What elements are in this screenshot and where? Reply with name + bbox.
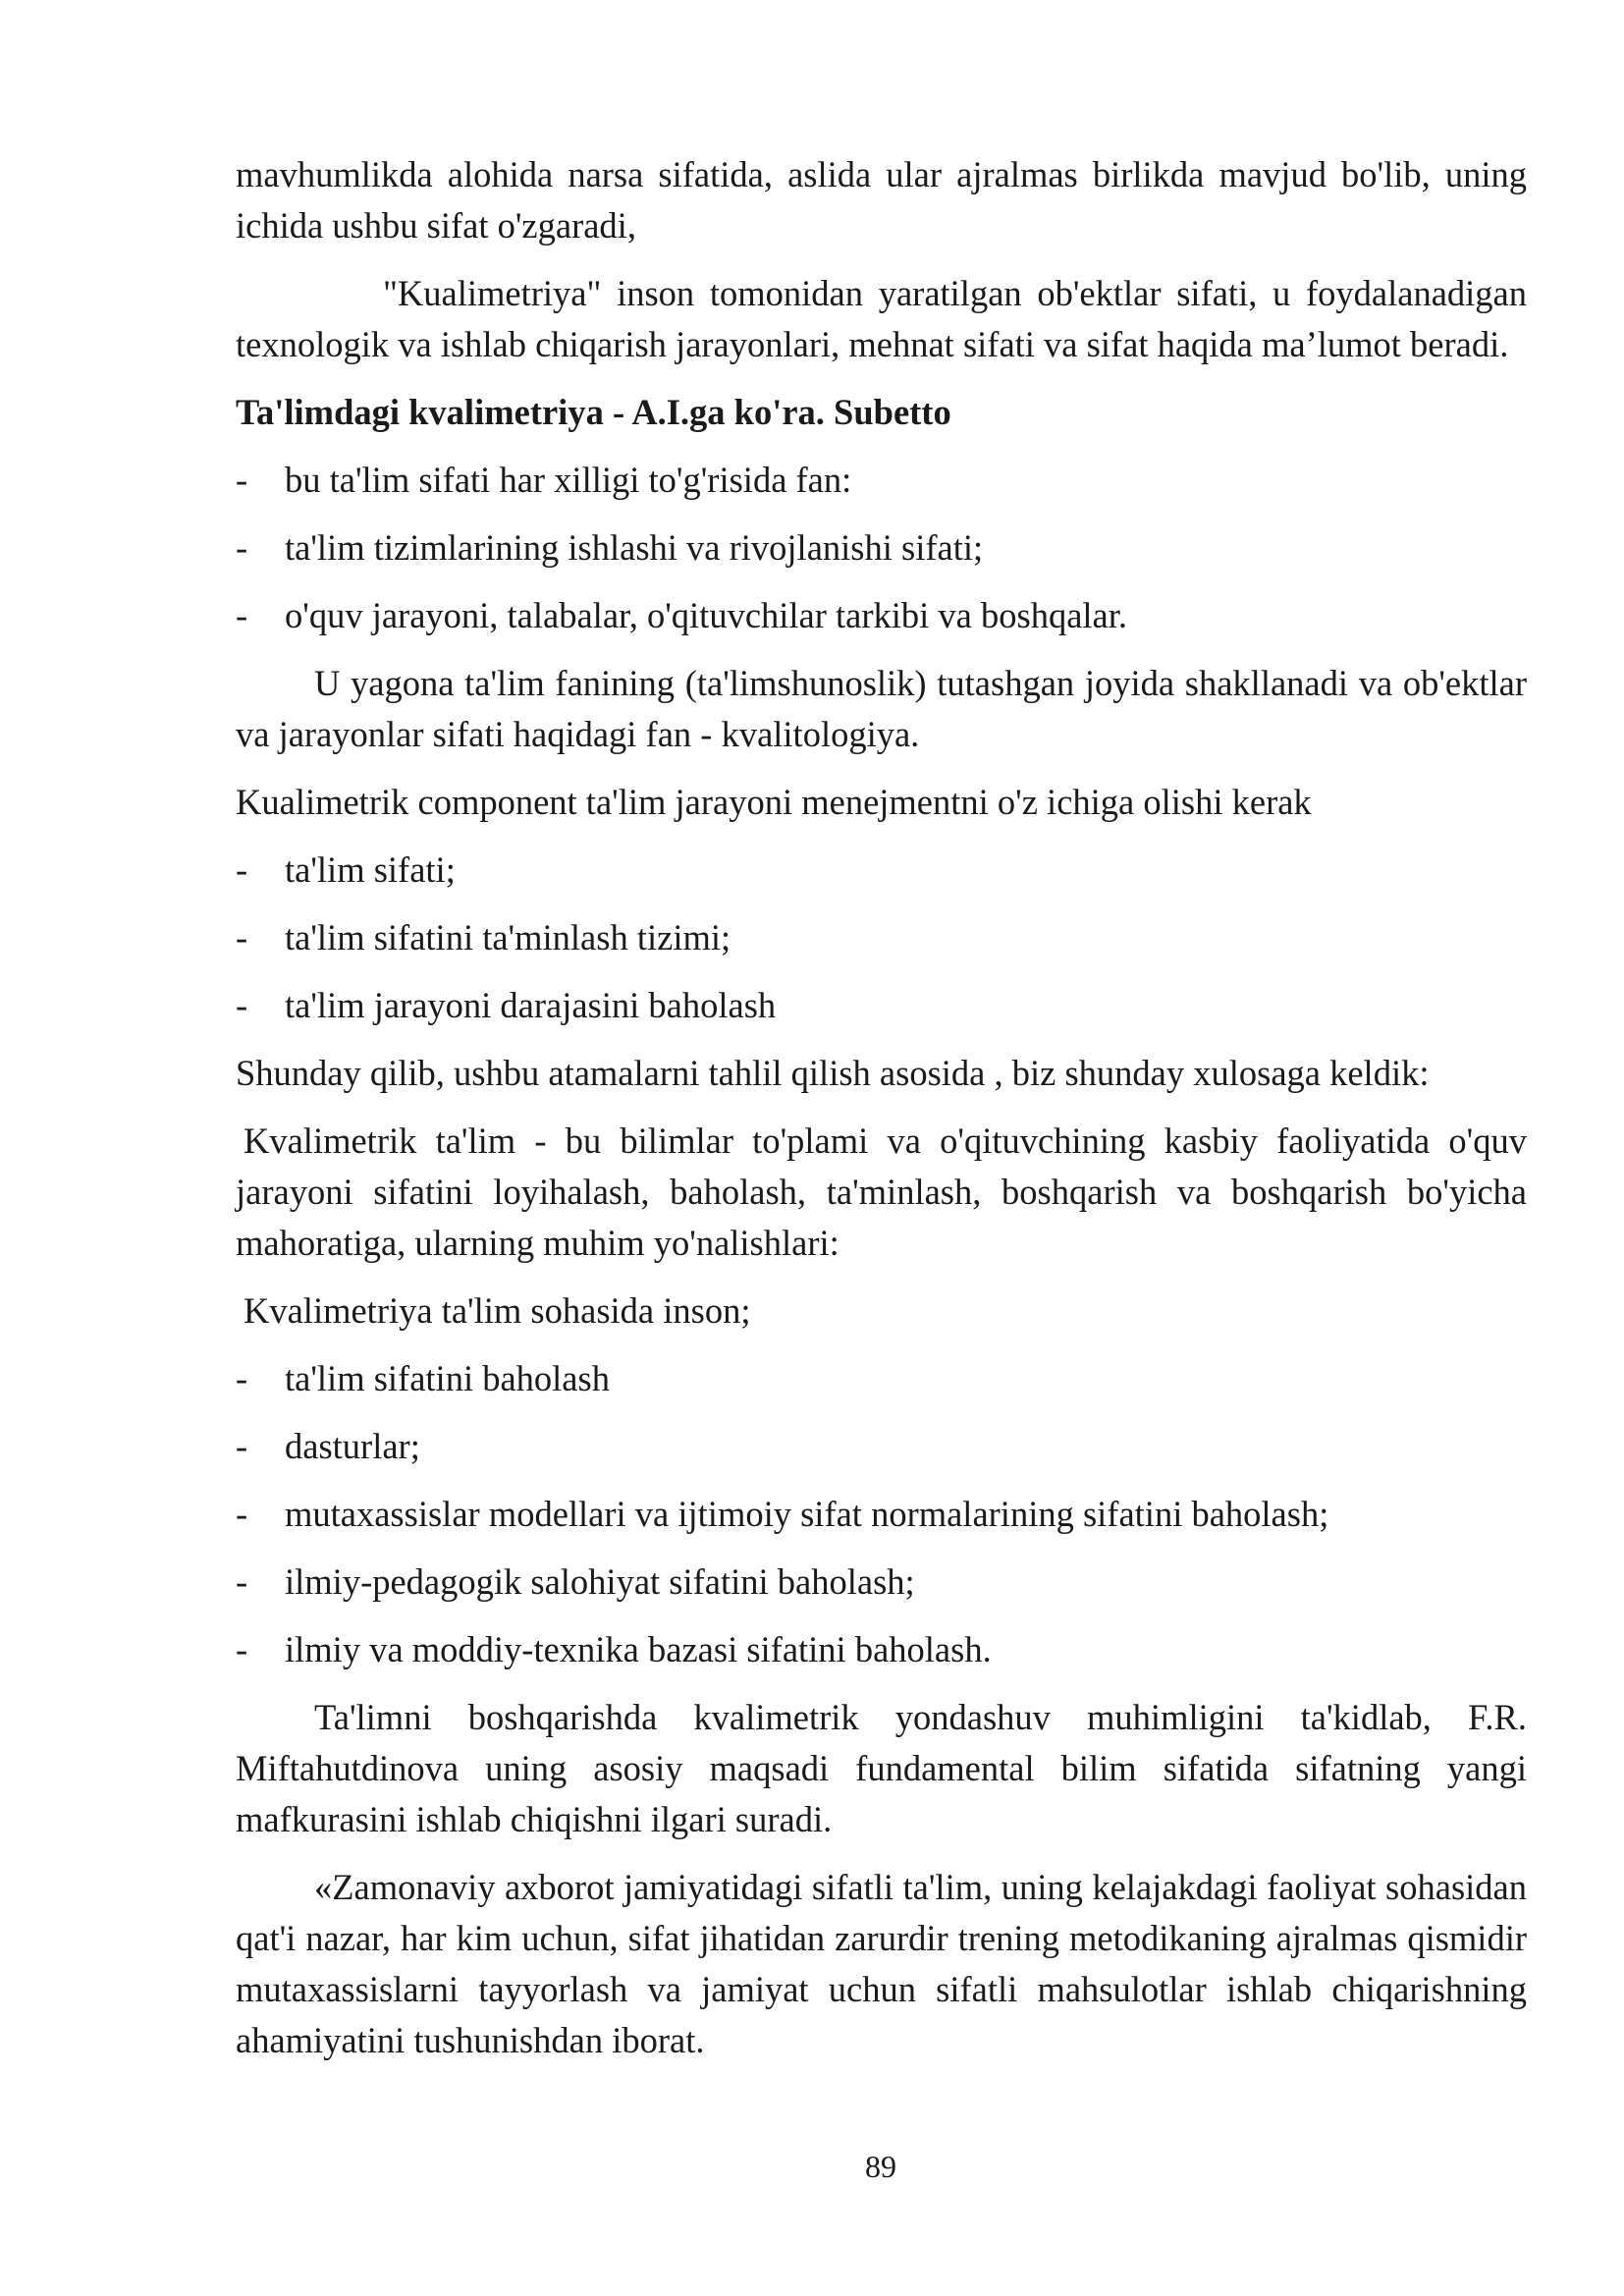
list-dash: - xyxy=(236,1358,248,1398)
paragraph-continuation: mavhumlikda alohida narsa sifatida, aslida ular ajralmas birlikda mavjud bo'lib, uning ichida ushbu sifat o'zgaradi, xyxy=(236,154,1527,246)
list-component xyxy=(236,845,1527,1031)
list-item: - dasturlar; xyxy=(236,1421,1527,1472)
list-dash: - xyxy=(236,527,248,568)
list-dash: - xyxy=(236,985,248,1025)
list-item: - ta'lim sifatini ta'minlash tizimi; xyxy=(236,912,1527,963)
paragraph-kvalitologiya: U yagona ta'lim fanining (ta'limshunoslik) tutashgan joyida shakllanadi va ob'ektlar va jarayonlar sifati haqidagi fan - kvalitologiya. xyxy=(236,663,1527,754)
page-number: 89 xyxy=(865,2149,896,2184)
list-dash: - xyxy=(236,1629,248,1669)
list-dash: - xyxy=(236,460,248,500)
paragraph-quote: «Zamonaviy axborot jamiyatidagi sifatli ta'lim, uning kelajakdagi faoliyat sohasidan qat'i nazar, har kim uchun, sifat jihatidan zarurdir trening metodikaning ajralmas qismidir mutaxassislarni tayyorlash va jamiyat uchun sifatli mahsulotlar ishlab chiqarishning ahamiyatini tushunishdan iborat. xyxy=(236,1867,1527,2060)
list-dash: - xyxy=(236,1426,248,1466)
document-page xyxy=(236,149,1527,2083)
list-dash: - xyxy=(236,917,248,957)
paragraph-conclusion: Shunday qilib, ushbu atamalarni tahlil qilish asosida , biz shunday xulosaga keldik: xyxy=(236,1053,1430,1093)
list-item: - ilmiy va moddiy-texnika bazasi sifatini baholash. xyxy=(236,1624,1527,1675)
paragraph-kvalimetriya: Kvalimetriya ta'lim sohasida inson; xyxy=(244,1290,751,1331)
list-item: - ta'lim tizimlarining ishlashi va rivojlanishi sifati; xyxy=(236,522,1527,574)
paragraph-kualimetriya: "Kualimetriya" inson tomonidan yaratilgan ob'ektlar sifati, u foydalanadigan texnologik va ishlab chiqarish jarayonlari, mehnat sifati va sifat haqida ma’lumot beradi. xyxy=(236,273,1527,364)
list-dash: - xyxy=(236,595,248,635)
paragraph-definition: Kvalimetrik ta'lim - bu bilimlar to'plami va o'qituvchining kasbiy faoliyatida o'quv jarayoni sifatini loyihalash, baholash, ta'minlash, boshqarish va boshqarish bo'yicha mahoratiga, ularning muhim yo'nalishlari: xyxy=(236,1121,1527,1263)
list-item: - o'quv jarayoni, talabalar, o'qituvchilar tarkibi va boshqalar. xyxy=(236,590,1527,641)
list-dash: - xyxy=(236,1494,248,1534)
list-subetto xyxy=(236,455,1527,641)
list-assessment xyxy=(236,1353,1527,1675)
paragraph-component: Kualimetrik component ta'lim jarayoni menejmentni o'z ichiga olishi kerak xyxy=(236,782,1312,822)
section-heading: Ta'limdagi kvalimetriya - A.I.ga ko'ra. Subetto xyxy=(236,392,951,432)
paragraph-miftahutdinova: Ta'limni boshqarishda kvalimetrik yondashuv muhimligini ta'kidlab, F.R. Miftahutdinova uning asosiy maqsadi fundamental bilim sifatida sifatning yangi mafkurasini ishlab chiqishni ilgari suradi. xyxy=(236,1697,1527,1839)
list-dash: - xyxy=(236,1561,248,1602)
list-item: - mutaxassislar modellari va ijtimoiy sifat normalarining sifatini baholash; xyxy=(236,1489,1527,1540)
list-item: - ta'lim sifati; xyxy=(236,845,1527,896)
list-item: - bu ta'lim sifati har xilligi to'g'risida fan: xyxy=(236,455,1527,506)
list-item: - ta'lim jarayoni darajasini baholash xyxy=(236,980,1527,1031)
list-item: - ilmiy-pedagogik salohiyat sifatini baholash; xyxy=(236,1557,1527,1608)
list-item: - ta'lim sifatini baholash xyxy=(236,1353,1527,1404)
list-dash: - xyxy=(236,849,248,890)
